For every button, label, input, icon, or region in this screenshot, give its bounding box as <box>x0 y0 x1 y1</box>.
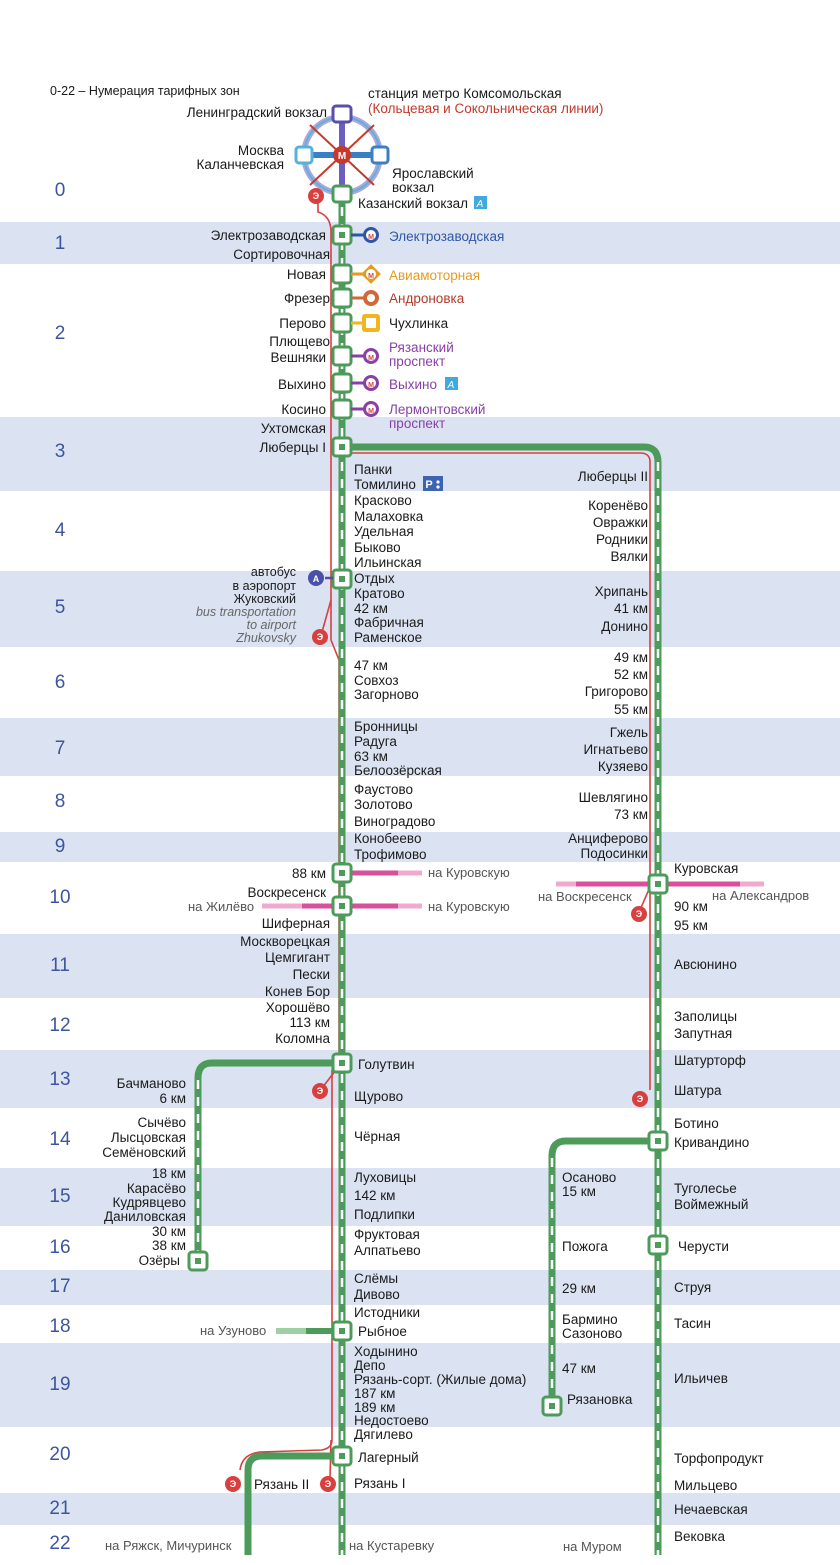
station-label: Луховицы <box>354 1170 417 1185</box>
station-label: Вековка <box>674 1529 725 1544</box>
direction-label: на Александров <box>712 888 810 903</box>
station-label: Пески <box>292 967 330 982</box>
parking-icon <box>423 476 443 491</box>
zone-number: 7 <box>54 738 66 759</box>
zone-number: 13 <box>49 1069 71 1090</box>
station-label: Подосинки <box>580 846 648 861</box>
station-label: Люберцы II <box>577 469 648 484</box>
station-label: Перово <box>279 316 326 331</box>
station-label: Родники <box>596 532 648 547</box>
station-label: Карасёво <box>126 1181 186 1196</box>
metro-transfer-markers <box>351 227 381 417</box>
airport-bus-label: в аэропорт <box>232 579 296 593</box>
station-label: Быково <box>354 540 401 555</box>
station-label: Ходынино <box>354 1344 418 1359</box>
zone-number: 3 <box>54 441 66 462</box>
svg-text:A: A <box>447 380 455 391</box>
direction-label: на Куровскую <box>428 899 510 914</box>
station-label: 189 км <box>354 1400 396 1415</box>
station-label: Шевлягино <box>578 790 648 805</box>
svg-text:M: M <box>368 273 374 280</box>
station-label: Бармино <box>562 1312 618 1327</box>
station-label: 6 км <box>159 1091 186 1106</box>
station-label: Бачманово <box>116 1076 186 1091</box>
station-label: 52 км <box>614 667 648 682</box>
metro-label: Андроновка <box>389 291 465 306</box>
svg-text:Э: Э <box>635 909 643 919</box>
direction-label: на Узуново <box>200 1323 267 1338</box>
station-label: Рыбное <box>358 1324 407 1339</box>
svg-text:A: A <box>476 199 484 210</box>
zone-number: 21 <box>49 1498 71 1519</box>
svg-text:M: M <box>368 355 374 362</box>
svg-text:M: M <box>368 234 374 241</box>
station-label: Воскресенск <box>247 885 326 900</box>
station-label: Белоозёрская <box>354 763 442 778</box>
station-label: Красково <box>354 493 412 508</box>
station-label: Запутная <box>674 1026 733 1041</box>
zone-number: 0 <box>54 180 66 201</box>
zone-number: 2 <box>54 323 66 344</box>
station-label: Чёрная <box>354 1129 401 1144</box>
station-label: Электрозаводская <box>210 228 326 243</box>
svg-text:Э: Э <box>312 191 320 201</box>
station-label: Игнатьево <box>583 742 648 757</box>
zone-number: 4 <box>54 520 66 541</box>
station-label: Даниловская <box>104 1209 186 1224</box>
station-label: 29 км <box>562 1281 596 1296</box>
express-line <box>322 600 331 632</box>
direction-label: на Муром <box>563 1539 622 1554</box>
station-label: 18 км <box>152 1166 186 1181</box>
station-label: Торфопродукт <box>674 1451 764 1466</box>
station-label: Ухтомская <box>260 421 326 436</box>
station-label: Раменское <box>354 630 423 645</box>
station-label: Сычёво <box>137 1115 186 1130</box>
station-label: 30 км <box>152 1224 186 1239</box>
station-label: Шиферная <box>261 916 330 931</box>
station-label: Люберцы I <box>259 440 326 455</box>
station-label: Шатурторф <box>674 1053 746 1068</box>
station-label: Косино <box>281 402 326 417</box>
zone-number: 12 <box>49 1015 71 1036</box>
station-label: Рязань II <box>254 1477 310 1492</box>
station-label: 55 км <box>614 702 648 717</box>
zone-number: 5 <box>54 597 66 618</box>
direction-label: на Воскресенск <box>538 889 632 904</box>
station-label: Рязань-сорт. (Жилые дома) <box>354 1372 527 1387</box>
station-label: Авсюнино <box>674 957 737 972</box>
station-label: Хрипань <box>594 584 648 599</box>
station-label: 142 км <box>354 1188 396 1203</box>
station-label: Подлипки <box>354 1207 415 1222</box>
station-label: Коломна <box>275 1031 330 1046</box>
station-label: Золотово <box>354 797 413 812</box>
station-label: Вешняки <box>270 350 326 365</box>
station-label: Гжель <box>609 725 648 740</box>
station-label: 88 км <box>292 866 326 881</box>
zone-number: 10 <box>49 887 71 908</box>
station-label: Нечаевская <box>674 1502 748 1517</box>
station-label: Голутвин <box>358 1057 415 1072</box>
station-label: Мильцево <box>674 1478 738 1493</box>
metro-label: Выхино <box>389 377 437 392</box>
station-label: Ленинградский вокзал <box>186 105 327 120</box>
station-label: 113 км <box>289 1015 330 1030</box>
zones-legend: 0-22 – Нумерация тарифных зон <box>50 84 240 98</box>
station-label: Алпатьево <box>354 1243 421 1258</box>
station-label: Томилино <box>354 477 416 492</box>
svg-text:Э: Э <box>324 1479 332 1489</box>
zone-number: 17 <box>49 1276 71 1297</box>
svg-text:P: P <box>425 479 433 491</box>
station-label: Рязановка <box>567 1392 633 1407</box>
station-label: Куровская <box>674 861 739 876</box>
station-label: Тасин <box>674 1316 711 1331</box>
station-label: 42 км <box>354 601 388 616</box>
station-label: 63 км <box>354 749 388 764</box>
zone-number: 14 <box>49 1129 71 1150</box>
airport-bus-label: Жуковский <box>233 592 296 606</box>
zone-number: 16 <box>49 1237 71 1258</box>
station-label: Конев Бор <box>264 984 330 999</box>
station-label: Конобеево <box>354 831 422 846</box>
station-label: Туголесье <box>674 1181 737 1196</box>
station-label: Плющево <box>269 334 330 349</box>
zone-number: 15 <box>49 1186 71 1207</box>
station-label: Озёры <box>138 1253 180 1268</box>
station-label: Вялки <box>610 549 648 564</box>
station-label: Недостоево <box>354 1413 429 1428</box>
direction-label: на Куровскую <box>428 865 510 880</box>
zone-number: 20 <box>49 1444 71 1465</box>
station-label: Черусти <box>678 1239 729 1254</box>
airport-bus-label-en: to airport <box>246 618 296 632</box>
svg-text:M: M <box>368 408 374 415</box>
metro-label: Рязанский <box>389 340 454 355</box>
station-label: Воймежный <box>674 1197 749 1212</box>
station-label: Овражки <box>592 515 648 530</box>
zone-number: 1 <box>54 233 66 254</box>
metro-label: проспект <box>389 416 446 431</box>
station-label: Удельная <box>354 524 414 539</box>
metro-label: Чухлинка <box>389 316 449 331</box>
station-label: Истодники <box>354 1305 421 1320</box>
station-label: Сортировочная <box>233 247 330 262</box>
station-label: Радуга <box>354 734 397 749</box>
station-label: 41 км <box>614 601 648 616</box>
station-label: 73 км <box>614 807 648 822</box>
airport-bus-marker <box>308 570 333 586</box>
station-label: Отдых <box>354 571 395 586</box>
station-label: Депо <box>354 1358 386 1373</box>
station-label: Коренёво <box>588 498 648 513</box>
station-label: Казанский вокзал <box>358 196 469 211</box>
station-label: Хорошёво <box>265 1000 330 1015</box>
station-label: Фрезер <box>283 291 330 306</box>
station-label: Слёмы <box>354 1271 399 1286</box>
station-label: Щурово <box>354 1089 404 1104</box>
station-label: Фруктовая <box>354 1227 420 1242</box>
station-label: 49 км <box>614 650 648 665</box>
zone-number: 6 <box>54 672 66 693</box>
svg-text:Э: Э <box>316 632 324 642</box>
station-label: Ильичев <box>674 1371 728 1386</box>
svg-text:M: M <box>337 151 347 162</box>
station-label: Кузяево <box>597 759 648 774</box>
station-label: Анциферово <box>568 831 648 846</box>
station-label: Трофимово <box>354 847 427 862</box>
station-label: Фаустово <box>354 782 414 797</box>
zone-number: 9 <box>54 836 66 857</box>
metro-label: Электрозаводская <box>389 229 505 244</box>
station-label: Кратово <box>354 586 405 601</box>
aeroexpress-icon <box>445 377 458 391</box>
station-label: Каланчевская <box>196 157 284 172</box>
station-label: 95 км <box>674 918 708 933</box>
airport-bus-label: автобус <box>250 565 296 579</box>
svg-text:Э: Э <box>229 1479 237 1489</box>
station-label: Панки <box>354 462 393 477</box>
station-label: Сазоново <box>562 1326 623 1341</box>
station-label: 38 км <box>152 1238 186 1253</box>
zone-number: 11 <box>50 955 70 976</box>
station-label: 90 км <box>674 899 708 914</box>
aeroexpress-icon <box>474 196 487 210</box>
station-label: Ильинская <box>354 555 422 570</box>
station-label: вокзал <box>392 180 435 195</box>
station-label: Москва <box>237 143 284 158</box>
station-label: Донино <box>601 619 648 634</box>
metro-hub-title: станция метро Комсомольская <box>368 86 562 101</box>
station-label: Рязань I <box>354 1476 406 1491</box>
metro-hub-lines: (Кольцевая и Сокольническая линии) <box>368 101 604 116</box>
station-label: Струя <box>674 1280 712 1295</box>
station-label: Ботино <box>674 1116 719 1131</box>
direction-label: на Ряжск, Мичуринск <box>105 1538 232 1553</box>
zone-number: 19 <box>49 1374 71 1395</box>
direction-label: на Жилёво <box>188 899 255 914</box>
station-label: Дивово <box>354 1287 400 1302</box>
station-label: Лысцовская <box>110 1130 186 1145</box>
station-label: Цемгигант <box>264 950 330 965</box>
station-label: 15 км <box>562 1184 596 1199</box>
airport-bus-label-en: bus transportation <box>195 605 296 619</box>
station-label: Григорово <box>584 684 648 699</box>
svg-text:A: A <box>312 574 320 584</box>
station-label: Загорново <box>354 687 419 702</box>
metro-label: проспект <box>389 354 446 369</box>
station-label: Совхоз <box>354 673 399 688</box>
station-label: Осаново <box>562 1170 617 1185</box>
station-label: Заполицы <box>674 1009 738 1024</box>
station-label: Шатура <box>674 1083 722 1098</box>
station-label: Бронницы <box>354 719 418 734</box>
zone-number: 22 <box>49 1533 71 1554</box>
station-label: Ярославский <box>392 166 474 181</box>
station-label: Кривандино <box>674 1135 750 1150</box>
station-label: Фабричная <box>354 615 424 630</box>
station-label: Дягилево <box>354 1427 413 1442</box>
zone-number: 8 <box>54 791 66 812</box>
ryazan2-branch <box>248 1456 342 1555</box>
station-label: 187 км <box>354 1386 396 1401</box>
metro-label: Авиамоторная <box>389 268 481 283</box>
station-label: Кудрявцево <box>112 1195 186 1210</box>
direction-label: на Кустаревку <box>349 1538 435 1553</box>
station-label: Семёновский <box>102 1145 186 1160</box>
svg-text:Э: Э <box>636 1094 644 1104</box>
station-label: 47 км <box>354 658 388 673</box>
station-label: Новая <box>286 267 326 282</box>
station-label: Виноградово <box>354 814 436 829</box>
station-label: Москворецкая <box>240 934 330 949</box>
station-label: Пожога <box>562 1239 608 1254</box>
station-label: Малаховка <box>354 509 424 524</box>
svg-text:Э: Э <box>316 1086 324 1096</box>
station-label: Выхино <box>278 377 326 392</box>
zone-number: 18 <box>49 1316 71 1337</box>
metro-label: Лермонтовский <box>389 402 486 417</box>
station-label: Лагерный <box>358 1450 419 1465</box>
svg-text:M: M <box>368 382 374 389</box>
station-label: 47 км <box>562 1361 596 1376</box>
airport-bus-label-en: Zhukovsky <box>236 631 296 645</box>
